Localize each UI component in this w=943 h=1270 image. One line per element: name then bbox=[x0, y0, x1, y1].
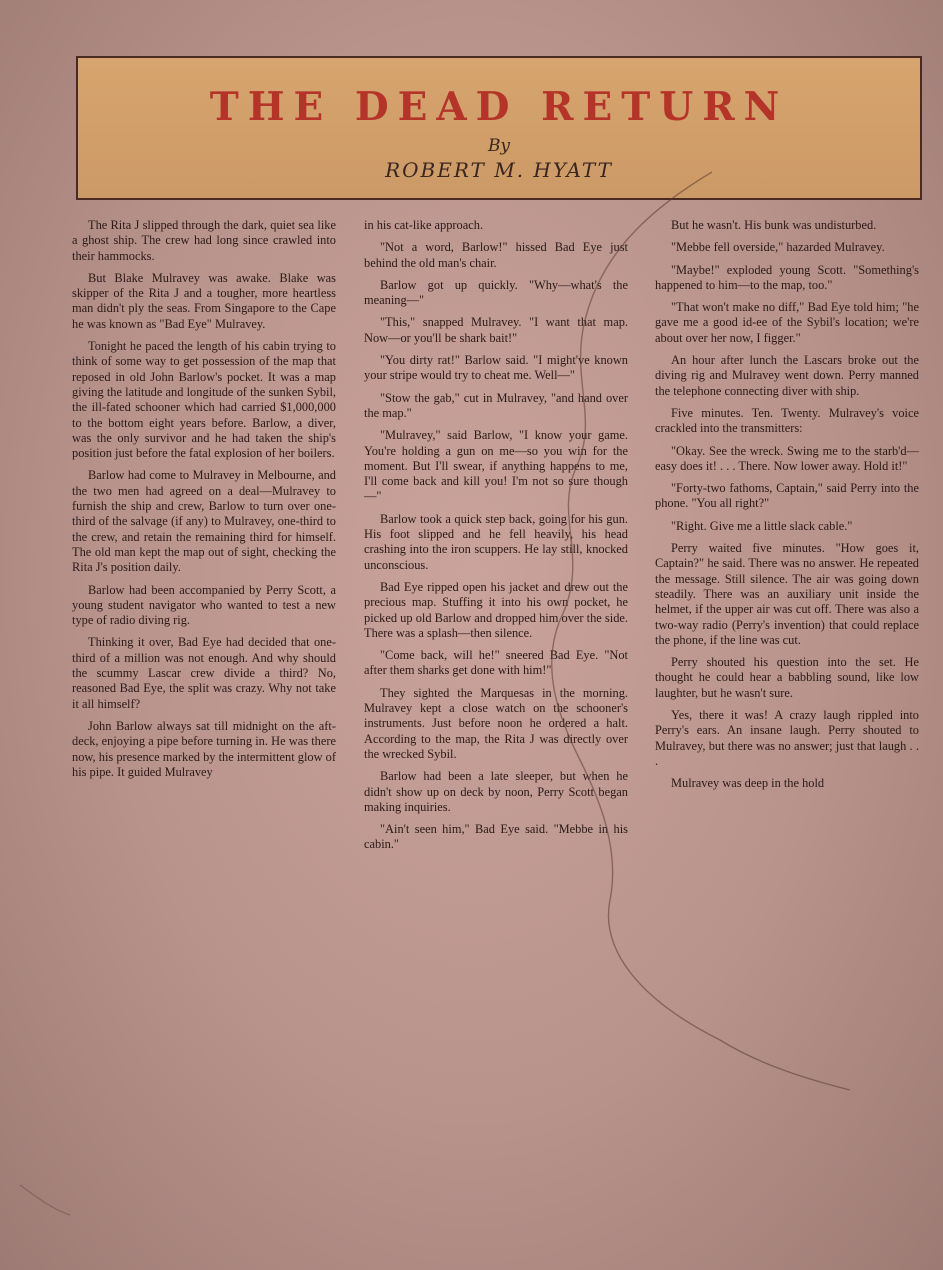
paragraph: "Okay. See the wreck. Swing me to the starb'd—easy does it! . . . There. Now lower away. Hold it!" bbox=[655, 443, 919, 473]
text-column-2 bbox=[364, 218, 628, 1238]
paragraph: Thinking it over, Bad Eye had decided that one-third of a million was not enough. And why should the scummy Lascar crew divide a third? No, reasoned Bad Eye, the split was crazy. Why not take it all himself? bbox=[72, 635, 336, 711]
paragraph: Perry shouted his question into the set. He thought he could hear a babbling sound, like low laughter, but he wasn't sure. bbox=[655, 655, 919, 700]
paragraph: Perry waited five minutes. "How goes it, Captain?" he said. There was no answer. He repeated the message. Still silence. The air was going down steadily. There was an auxiliary unit inside the helmet, if the upper air was cut off. There was also a two-way radio (Perry's invention) that could replace the phone, if the line was cut. bbox=[655, 541, 919, 647]
paragraph: The Rita J slipped through the dark, quiet sea like a ghost ship. The crew had long since crawled into their hammocks. bbox=[72, 218, 336, 263]
paragraph: "You dirty rat!" Barlow said. "I might've known your stripe would try to cheat me. Well—" bbox=[364, 353, 628, 383]
paragraph: But he wasn't. His bunk was undisturbed. bbox=[671, 218, 877, 232]
byline-by: By bbox=[487, 136, 511, 156]
paragraph: Mulravey was deep in the hold bbox=[671, 776, 825, 791]
paragraph: "This," snapped Mulravey. "I want that map. Now—or you'll be shark bait!" bbox=[364, 315, 628, 345]
paragraph: Barlow got up quickly. "Why—what's the meaning—" bbox=[364, 277, 628, 308]
paragraph: "Ain't seen him," Bad Eye said. "Mebbe in his cabin." bbox=[364, 822, 628, 852]
paragraph: "Come back, will he!" sneered Bad Eye. "Not after them sharks get done with him!" bbox=[364, 648, 628, 678]
text-column-3 bbox=[655, 218, 919, 1238]
paragraph: "Forty-two fathoms, Captain," said Perry into the phone. "You all right?" bbox=[655, 481, 919, 511]
title-banner bbox=[76, 56, 922, 200]
paragraph: Barlow had come to Mulravey in Melbourne, and the two men had agreed on a deal—Mulravey to furnish the ship and crew, Barlow to turn over one-third of the salvage (if any) to Mulravey, one-third to the crew, and retain the remaining third for himself. The old man kept the map out of sight, checking the Rita J's position daily. bbox=[72, 468, 336, 575]
paragraph: Five minutes. Ten. Twenty. Mulravey's voice crackled into the transmitters: bbox=[655, 405, 919, 436]
author-name: ROBERT M. HYATT bbox=[385, 158, 613, 182]
story-title: THE DEAD RETURN bbox=[209, 84, 789, 130]
paragraph: Barlow had been accompanied by Perry Scott, a young student navigator who wanted to test a new type of radio diving rig. bbox=[72, 582, 336, 628]
paragraph: in his cat-like approach. bbox=[364, 218, 484, 232]
paragraph: Bad Eye ripped open his jacket and drew out the precious map. Stuffing it into his own pocket, he picked up old Barlow and dropped him over the side. There was a splash—then silence. bbox=[364, 579, 628, 640]
paragraph: Yes, there it was! A crazy laugh rippled into Perry's ears. An insane laugh. Perry shouted to Mulravey, but there was no answer; just that laugh . . . bbox=[655, 708, 919, 768]
paragraph: "Maybe!" exploded young Scott. "Something's happened to him—to the map, too." bbox=[655, 262, 919, 292]
paragraph: "Mulravey," said Barlow, "I know your game. You're holding a gun on me—so you win for the moment. But I'll swear, if anything happens to me, I'll come back and kill you! I'm not so sure though—" bbox=[364, 428, 628, 504]
paragraph: An hour after lunch the Lascars broke out the diving rig and Mulravey went down. Perry manned the telephone connecting diver with ship. bbox=[655, 353, 919, 398]
paragraph: Barlow had been a late sleeper, but when he didn't show up on deck by noon, Perry Scott began making inquiries. bbox=[364, 769, 628, 814]
text-column-1 bbox=[72, 218, 336, 1238]
paragraph: They sighted the Marquesas in the morning. Mulravey kept a close watch on the schooner's instruments. Just before noon he ordered a halt. According to the map, the Rita J was directly over the wrecked Sybil. bbox=[364, 685, 628, 761]
paragraph: "Right. Give me a little slack cable." bbox=[671, 518, 853, 533]
paragraph: Tonight he paced the length of his cabin trying to think of some way to get possession of the map that reposed in old John Barlow's pocket. It was a map giving the latitude and longitude of the sunken Sybil, the ill-fated schooner which had carried $1,000,000 to the bottom eight years before. Barlow, a diver, was the only survivor and he had taken the ship's position just before the fatal explosion of her boilers. bbox=[72, 339, 336, 461]
paragraph: "Not a word, Barlow!" hissed Bad Eye just behind the old man's chair. bbox=[364, 240, 628, 270]
paragraph: Barlow took a quick step back, going for his gun. His foot slipped and he fell heavily, his head crashing into the iron scuppers. He lay still, knocked unconscious. bbox=[364, 511, 628, 572]
paragraph: John Barlow always sat till midnight on the aft-deck, enjoying a pipe before turning in. He was there now, his presence marked by the intermittent glow of his pipe. It guided Mulravey bbox=[72, 718, 336, 779]
paragraph: "Mebbe fell overside," hazarded Mulravey. bbox=[671, 240, 885, 255]
paragraph: "That won't make no diff," Bad Eye told him; "he gave me a good id-ee of the Sybil's location; we're about over her now, I figger." bbox=[655, 300, 919, 345]
paragraph: "Stow the gab," cut in Mulravey, "and hand over the map." bbox=[364, 390, 628, 420]
paragraph: But Blake Mulravey was awake. Blake was skipper of the Rita J and a tougher, more heartless man didn't ply the seas. From Singapore to the Cape he was known as "Bad Eye" Mulravey. bbox=[72, 270, 336, 331]
